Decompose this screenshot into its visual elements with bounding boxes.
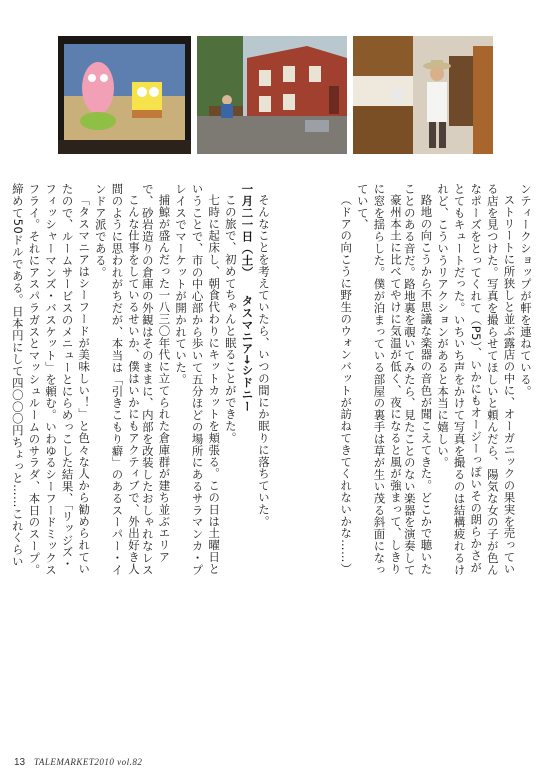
page-number: 13 [14,757,26,768]
kitchen-man-photo [353,36,493,154]
magazine-name: TALEMARKET2010 vol.82 [34,757,143,767]
paragraph: 七時に起床し、朝食代わりにキットカットを頬張る。この日は土曜日ということで、市の中心部から歩いて五分ほどの場所にあるサラマンカ・プレイスでマーケットが開かれていた。 [174,183,222,576]
paragraph: こんな仕事をしているせいか、僕はいかにもアクティブで、外出好き人間のように思われがちだが、本当は「引きこもり癖」のあるスーパー・インドア派である。 [93,183,141,576]
paragraph: 「タスマニアはシーフードが美味しい！」と色々な人から勧められていたので、ルームサービスのメニューとにらめっこした結果、「リッジズ・フィッシャーマンズ・バスケット」を頼む。いわゆるシーフードミックスフライ。それにアスパラガスとマッシュルームのサラダ、本日のスープ。締めて50ドルである。日本円にして四〇〇〇円ちょっと……これくらい [10,183,92,576]
paragraph: 豪州本土に比べてやけに気温が低く、夜になると風が強まって、しきりに窓を揺らした。僕が泊まっている部屋の裏手は草が生い茂る斜面になっていて、 [355,183,403,576]
spongebob-tv-photo [58,36,191,154]
paragraph: 捕鯨が盛んだった一八三〇年代に立てられた倉庫群が建ち並ぶエリアで、砂岩造りの倉庫の外観はそのままに、内部を改装したおしゃれなレス [140,183,172,576]
paragraph: ンティークショップが軒を連ねている。 [519,183,533,398]
location-text: タスマニア→シドニー [240,295,255,413]
article-column-1 [7,183,142,578]
page-footer [14,757,142,768]
article-column-2 [137,183,272,578]
paragraph: そんなことを考えていたら、いつの間にか眠りに落ちていた。 [257,194,271,528]
red-brick-house-photo [197,36,347,154]
article-column-3 [269,183,404,578]
article-column-4 [399,183,534,578]
paragraph: 路地の向こうから不思議な楽器の音色が聞こえてきた。どこかで聴いたことのある音だ。路地裏を覗いてみたら、見たことのない楽器を演奏して [402,183,434,576]
paragraph: （ドアの向こうに野生のウォンバットが訪ねてきてくれないかな……） [339,194,354,576]
date-text: 一月二一日（土） [240,183,255,279]
date-heading [239,183,256,578]
paragraph: この旅で、初めてちゃんと眠ることができた。 [223,194,238,445]
paragraph: ストリートに所狭しと並ぶ露店の中に、オーガニックの果実を売っている店を見つけた。写真を撮らせてほしいと頼んだら、陽気な女の子が色んなポーズをとってくれて（P5）、いかにもオージーっぽいその朗らかさがとてもキュートだった。いちいち声をかけて写真を撮るのは結構疲れるけれど、こういうリアクションがあると本当に嬉しい。 [436,183,517,576]
